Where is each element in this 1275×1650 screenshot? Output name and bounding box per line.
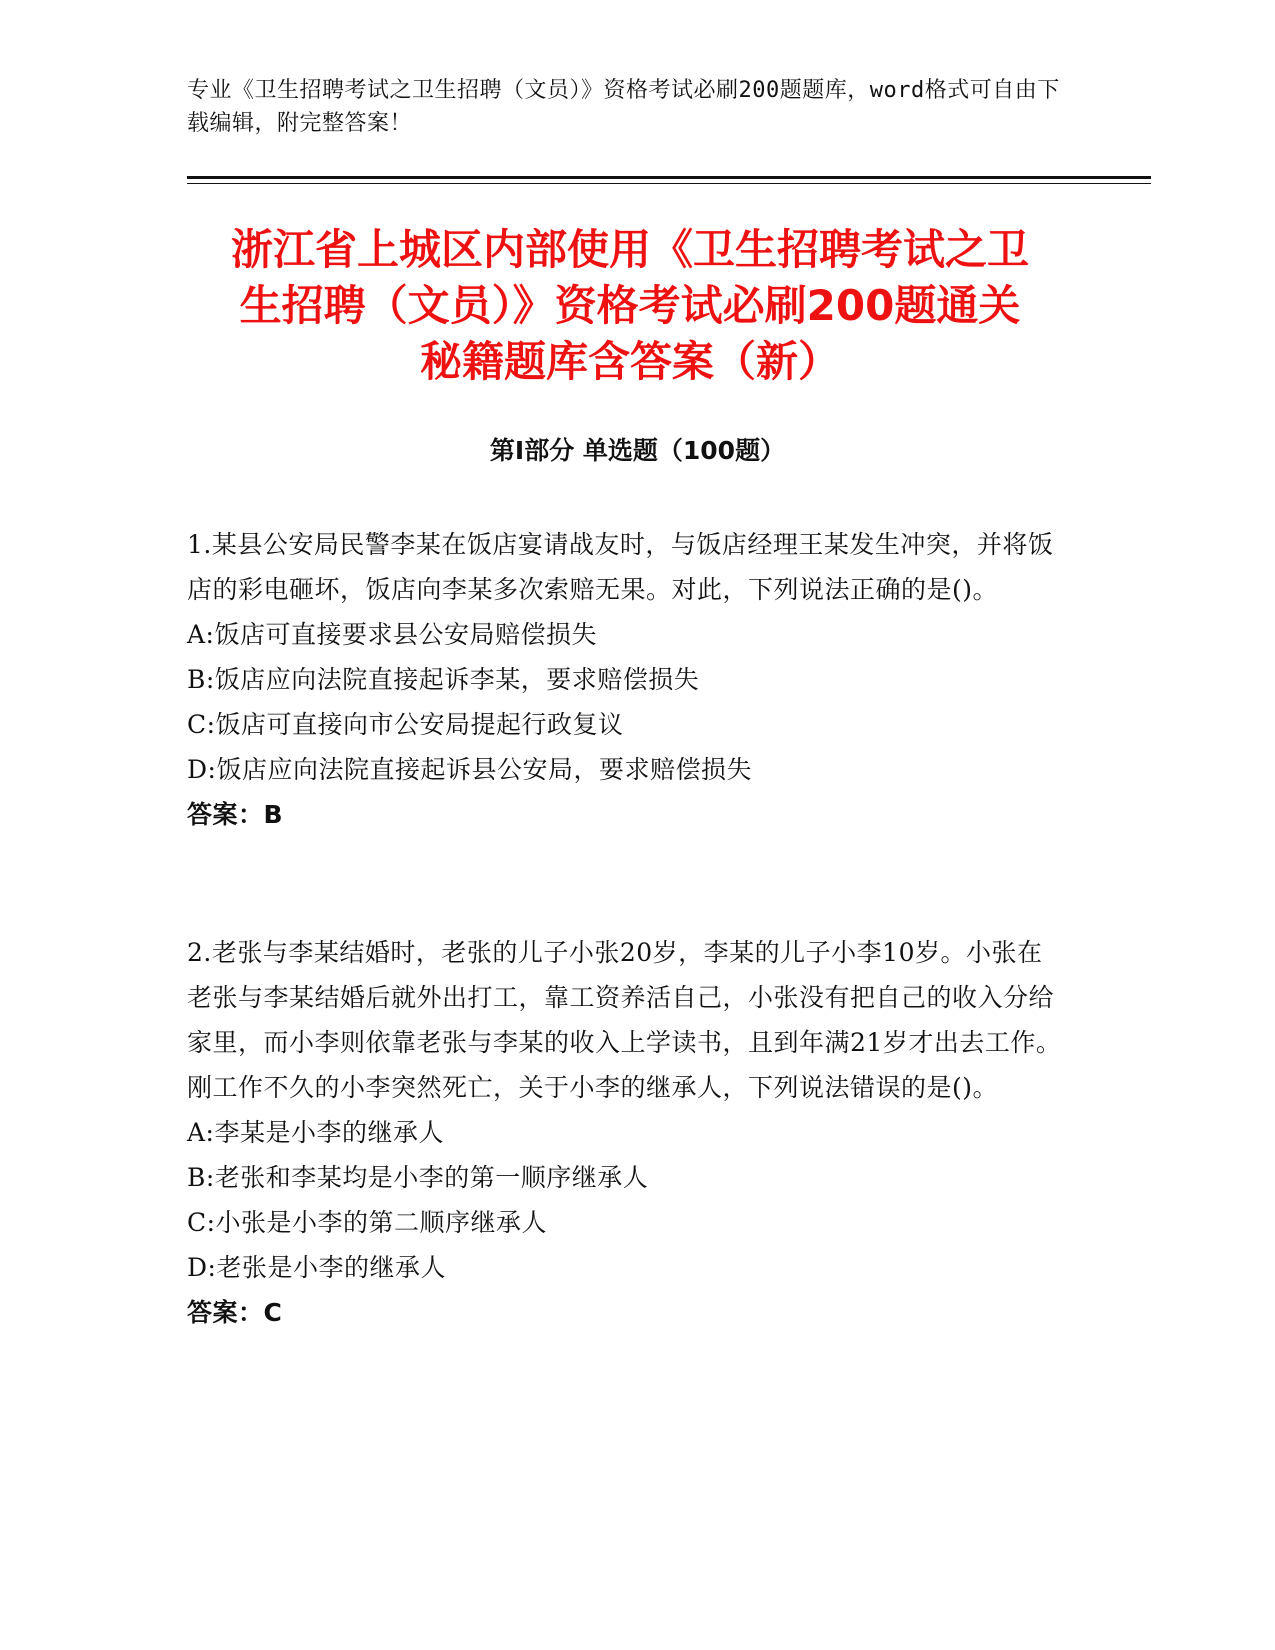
question-1 [187, 522, 1067, 837]
question-2-option-b: B:老张和李某均是小李的第一顺序继承人 [187, 1163, 649, 1192]
question-1-option-c: C:饭店可直接向市公安局提起行政复议 [187, 710, 624, 739]
question-1-option-a: A:饭店可直接要求县公安局赔偿损失 [187, 620, 597, 649]
section-title: 第Ⅰ部分 单选题（100题） [489, 436, 786, 465]
question-2-stem: 2.老张与李某结婚时，老张的儿子小张20岁，李某的儿子小李10岁。小张在老张与李某结婚后就外出打工，靠工资养活自己，小张没有把自己的收入分给家里，而小李则依靠老张与李某的收入上学读书，且到年满21岁才出去工作。刚工作不久的小李突然死亡，关于小李的继承人，下列说法错误的是()。 [187, 938, 1062, 1102]
document-title-line-3: 秘籍题库含答案（新） [419, 337, 840, 386]
question-2-option-d: D:老张是小李的继承人 [187, 1253, 446, 1282]
document-title-line-1: 浙江省上城区内部使用《卫生招聘考试之卫 [230, 225, 1029, 274]
header-rule-thin [187, 183, 1151, 184]
header-note: 专业《卫生招聘考试之卫生招聘（文员）》资格考试必刷200题题库，word格式可自由下载编辑，附完整答案！ [187, 78, 1060, 136]
question-2-option-c: C:小张是小李的第二顺序继承人 [187, 1208, 548, 1237]
question-1-option-d: D:饭店应向法院直接起诉县公安局，要求赔偿损失 [187, 755, 752, 784]
document-title-line-2: 生招聘（文员）》资格考试必刷200题通关 [239, 281, 1021, 330]
question-1-answer: 答案：B [187, 800, 284, 829]
question-2 [187, 930, 1067, 1335]
document-title [180, 222, 1080, 390]
question-1-stem: 1.某县公安局民警李某在饭店宴请战友时，与饭店经理王某发生冲突，并将饭店的彩电砸坏，饭店向李某多次索赔无果。对此，下列说法正确的是()。 [187, 530, 1054, 604]
question-2-option-a: A:李某是小李的继承人 [187, 1118, 444, 1147]
question-2-answer: 答案：C [187, 1298, 283, 1327]
question-1-option-b: B:饭店应向法院直接起诉李某，要求赔偿损失 [187, 665, 700, 694]
header-rule-thick [187, 176, 1151, 179]
